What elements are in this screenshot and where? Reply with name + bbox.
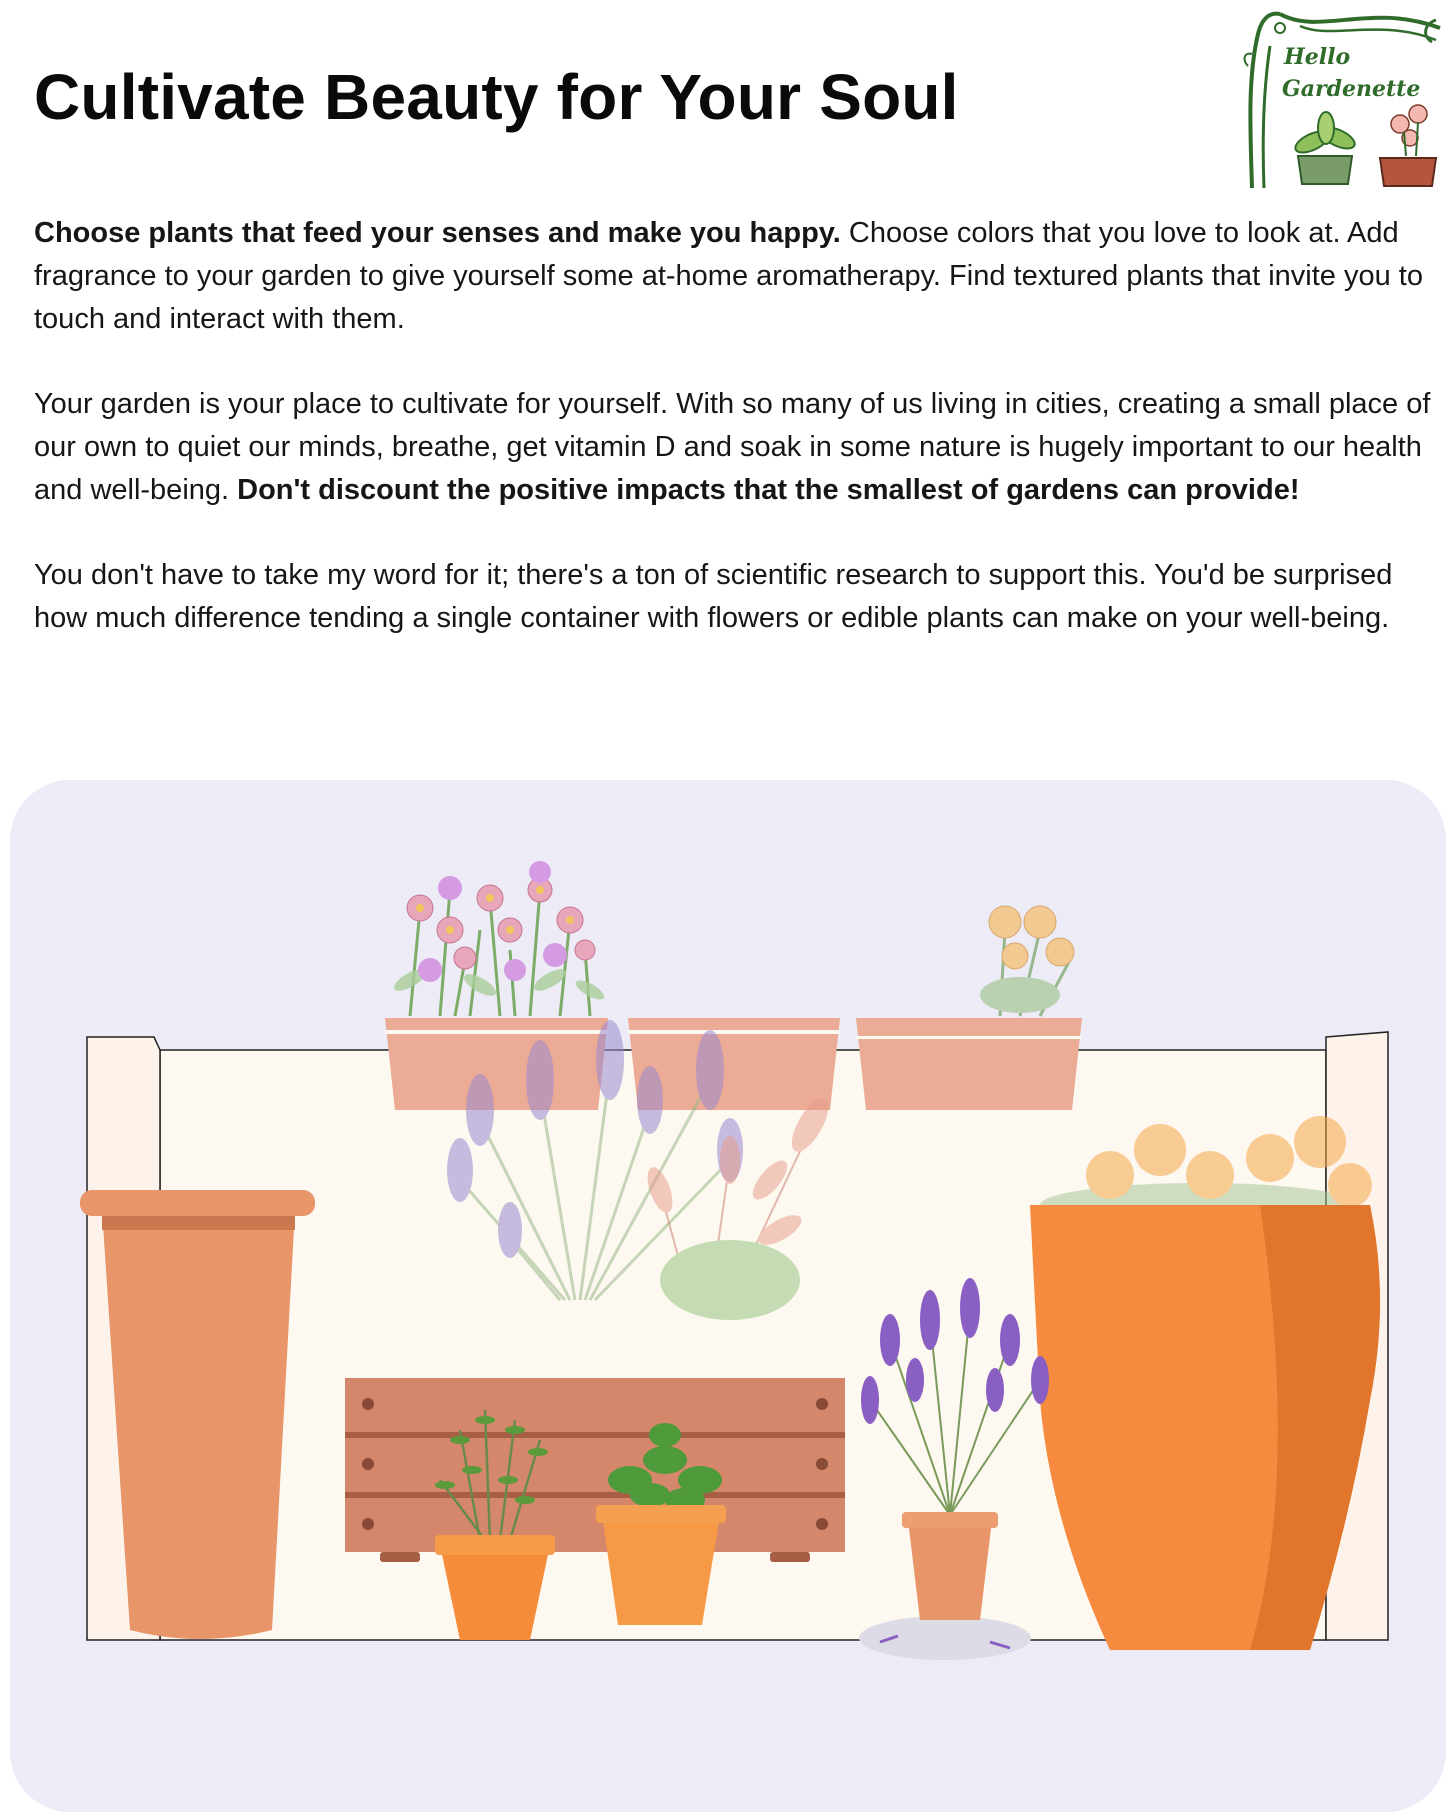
paragraph-1-bold: Choose plants that feed your senses and make you happy. xyxy=(34,217,841,249)
logo-text-line2: Gardenette xyxy=(1282,76,1421,102)
orange-pot-large xyxy=(1030,1205,1380,1650)
top-planter-right xyxy=(856,1018,1082,1110)
paragraph-1-text: Choose colors that you love to look at. Add fragrance to your garden to give yourself some at-home aromatherapy. Find textured plants that invite you to touch and interact with them. xyxy=(34,217,1423,335)
top-planter-left xyxy=(385,1018,608,1110)
article-body xyxy=(34,212,1434,682)
garden-illustration xyxy=(10,780,1446,1812)
calendula-flowers xyxy=(980,906,1074,1016)
brand-logo[interactable] xyxy=(1240,6,1442,188)
paragraph-2-text: Your garden is your place to cultivate for yourself. With so many of us living in cities, creating a small place of our own to quiet our minds, breathe, get vitamin D and soak in some nature is hugely important to our health and well-being. xyxy=(34,388,1431,506)
zinnia-flowers xyxy=(391,861,607,1016)
paragraph-2 xyxy=(34,383,1434,512)
paragraph-3: You don't have to take my word for it; there's a ton of scientific research to support this. You'd be surprised how much difference tending a single container with flowers or edible plants can make on your well-being. xyxy=(34,559,1393,634)
page-title: Cultivate Beauty for Your Soul xyxy=(34,61,959,133)
paragraph-1 xyxy=(34,212,1434,341)
logo-text-line1: Hello xyxy=(1284,44,1351,70)
paragraph-2-bold: Don't discount the positive impacts that the smallest of gardens can provide! xyxy=(237,474,1300,506)
wooden-crate xyxy=(345,1378,845,1562)
garden-scene-image xyxy=(10,780,1446,1812)
